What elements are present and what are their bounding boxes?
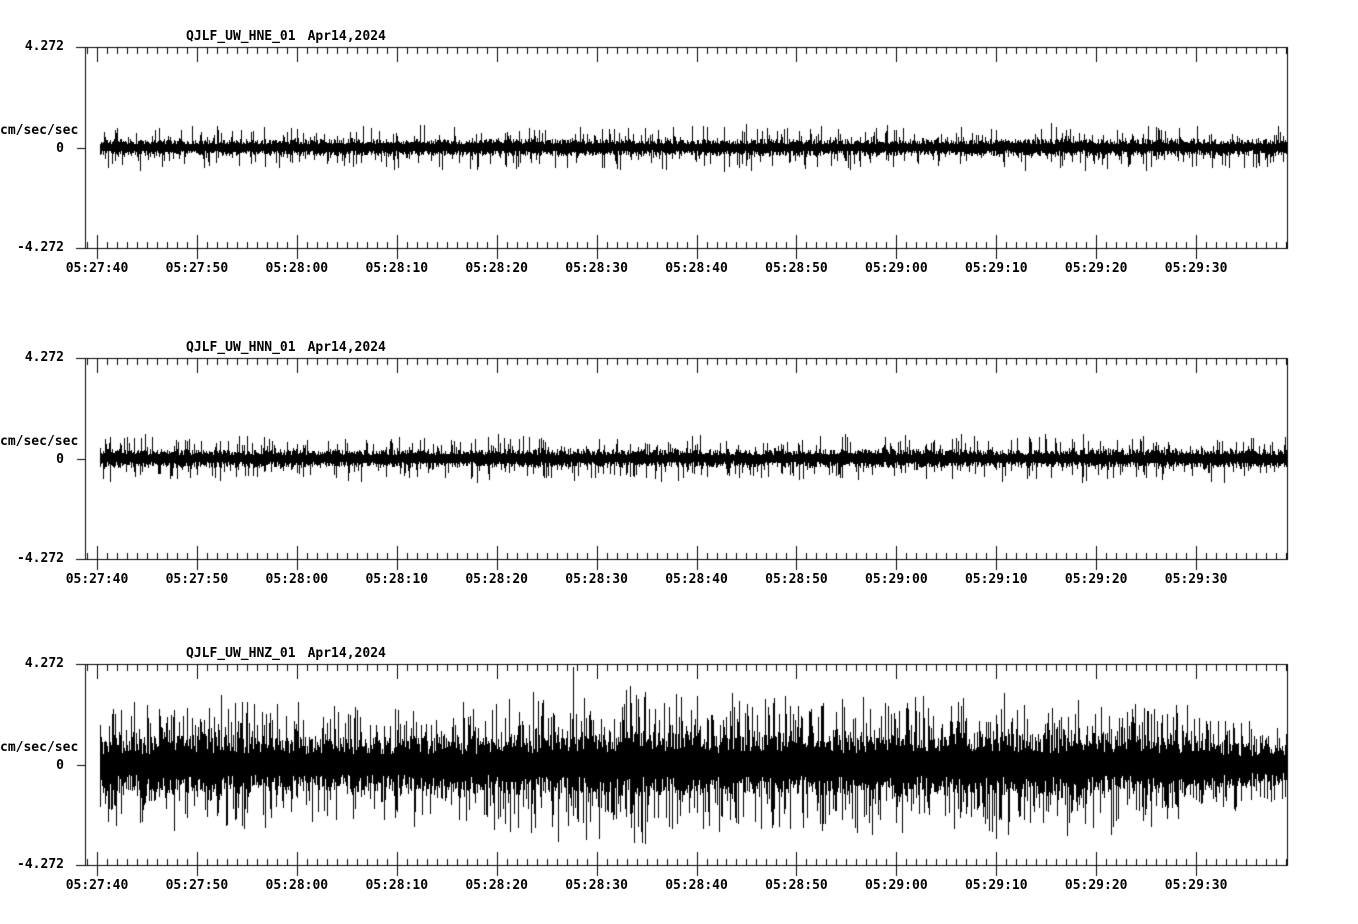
x-axis-tick-label: 05:29:30 (1164, 572, 1228, 587)
station-title: QJLF_UW_HNE_01 (186, 29, 296, 44)
seismogram-panel-hnz (0, 646, 1358, 893)
x-axis-tick-label: 05:29:20 (1064, 878, 1128, 893)
x-axis-tick-label: 05:28:00 (265, 572, 329, 587)
panel-title (186, 30, 386, 44)
seismogram-panel-hne (0, 29, 1358, 276)
x-axis-tick-label: 05:28:50 (765, 261, 828, 276)
x-axis-tick-label: 05:28:40 (665, 261, 728, 276)
x-axis-tick-label: 05:28:30 (565, 572, 628, 587)
panel-title (186, 647, 386, 661)
x-axis-tick-label: 05:28:00 (265, 878, 329, 893)
seismogram-panel-hnn (0, 340, 1358, 587)
x-axis-tick-label: 05:27:40 (65, 261, 129, 276)
x-axis-tick-label: 05:29:00 (865, 878, 928, 893)
x-axis-labels-row (0, 573, 1358, 589)
y-axis-unit-label: cm/sec/sec (0, 740, 79, 755)
y-axis-max-label: 4.272 (24, 350, 64, 365)
x-axis-tick-label: 05:28:50 (765, 572, 828, 587)
y-axis-min-label: -4.272 (17, 857, 64, 872)
y-axis-unit-label: cm/sec/sec (0, 434, 79, 449)
y-axis-zero-label: 0 (56, 758, 64, 773)
x-axis-tick-label: 05:28:40 (665, 572, 728, 587)
x-axis-tick-label: 05:27:50 (165, 261, 229, 276)
station-title: QJLF_UW_HNZ_01 (186, 646, 296, 661)
x-axis-tick-label: 05:28:20 (465, 261, 528, 276)
x-axis-tick-label: 05:27:40 (65, 572, 129, 587)
x-axis-tick-label: 05:28:30 (565, 878, 628, 893)
x-axis-labels-row (0, 879, 1358, 895)
x-axis-tick-label: 05:28:50 (765, 878, 828, 893)
x-axis-tick-label: 05:28:10 (365, 572, 429, 587)
date-label: Apr14,2024 (307, 340, 386, 355)
y-axis-max-label: 4.272 (24, 39, 64, 54)
y-axis-min-label: -4.272 (17, 240, 64, 255)
x-axis-tick-label: 05:29:10 (964, 261, 1028, 276)
y-axis-unit-label: cm/sec/sec (0, 123, 79, 138)
station-title: QJLF_UW_HNN_01 (186, 340, 296, 355)
x-axis-tick-label: 05:29:00 (865, 261, 928, 276)
y-axis-zero-label: 0 (56, 141, 64, 156)
x-axis-tick-label: 05:27:40 (65, 878, 129, 893)
x-axis-tick-label: 05:29:10 (964, 878, 1028, 893)
panel-title (186, 341, 386, 355)
x-axis-tick-label: 05:29:00 (865, 572, 928, 587)
x-axis-tick-label: 05:29:30 (1164, 878, 1228, 893)
x-axis-tick-label: 05:29:20 (1064, 572, 1128, 587)
y-axis-zero-label: 0 (56, 452, 64, 467)
date-label: Apr14,2024 (307, 646, 386, 661)
x-axis-tick-label: 05:28:00 (265, 261, 329, 276)
x-axis-tick-label: 05:28:10 (365, 261, 429, 276)
x-axis-tick-label: 05:27:50 (165, 878, 229, 893)
y-axis-max-label: 4.272 (24, 656, 64, 671)
x-axis-tick-label: 05:28:20 (465, 878, 528, 893)
x-axis-tick-label: 05:29:10 (964, 572, 1028, 587)
x-axis-tick-label: 05:28:30 (565, 261, 628, 276)
x-axis-tick-label: 05:27:50 (165, 572, 229, 587)
x-axis-tick-label: 05:29:30 (1164, 261, 1228, 276)
date-label: Apr14,2024 (307, 29, 386, 44)
y-axis-min-label: -4.272 (17, 551, 64, 566)
x-axis-tick-label: 05:28:10 (365, 878, 429, 893)
x-axis-tick-label: 05:28:20 (465, 572, 528, 587)
x-axis-tick-label: 05:28:40 (665, 878, 728, 893)
x-axis-labels-row (0, 262, 1358, 278)
x-axis-tick-label: 05:29:20 (1064, 261, 1128, 276)
